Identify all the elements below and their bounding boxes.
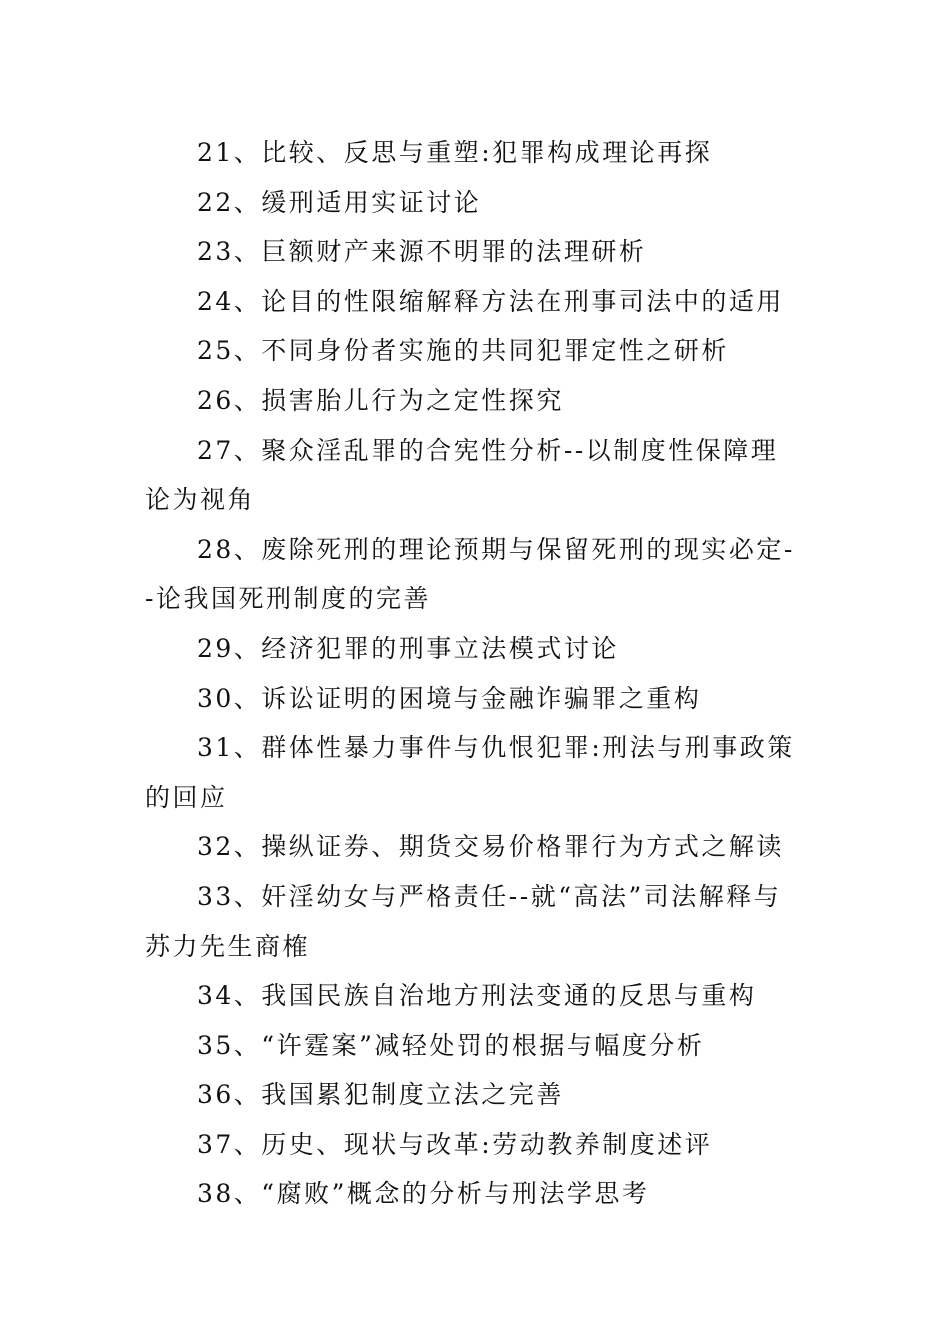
list-item: 32、操纵证券、期货交易价格罪行为方式之解读 (197, 832, 784, 862)
article-list (145, 128, 800, 1219)
list-item: 34、我国民族自治地方刑法变通的反思与重构 (197, 981, 757, 1011)
list-item: 33、奸淫幼女与严格责任--就“高法”司法解释与苏力先生商榷 (145, 881, 782, 961)
list-item: 27、聚众淫乱罪的合宪性分析--以制度性保障理论为视角 (145, 435, 779, 515)
list-item: 30、诉讼证明的困境与金融诈骗罪之重构 (197, 683, 702, 713)
list-item: 25、不同身份者实施的共同犯罪定性之研析 (197, 336, 729, 366)
list-item: 29、经济犯罪的刑事立法模式讨论 (197, 633, 619, 663)
list-item: 21、比较、反思与重塑:犯罪构成理论再探 (197, 138, 713, 167)
list-item: 31、群体性暴力事件与仇恨犯罪:刑法与刑事政策的回应 (145, 733, 795, 812)
list-item: 26、损害胎儿行为之定性探究 (197, 385, 564, 415)
list-item: 22、缓刑适用实证讨论 (197, 187, 482, 217)
list-item: 23、巨额财产来源不明罪的法理研析 (197, 237, 647, 267)
list-item: 36、我国累犯制度立法之完善 (197, 1080, 564, 1110)
list-item: 24、论目的性限缩解释方法在刑事司法中的适用 (197, 286, 784, 316)
list-item: 28、废除死刑的理论预期与保留死刑的现实必定--论我国死刑制度的完善 (145, 534, 795, 614)
list-item: 38、“腐败”概念的分析与刑法学思考 (197, 1179, 650, 1209)
list-item: 35、“许霆案”减轻处罚的根据与幅度分析 (197, 1030, 705, 1060)
list-item: 37、历史、现状与改革:劳动教养制度述评 (197, 1129, 713, 1159)
